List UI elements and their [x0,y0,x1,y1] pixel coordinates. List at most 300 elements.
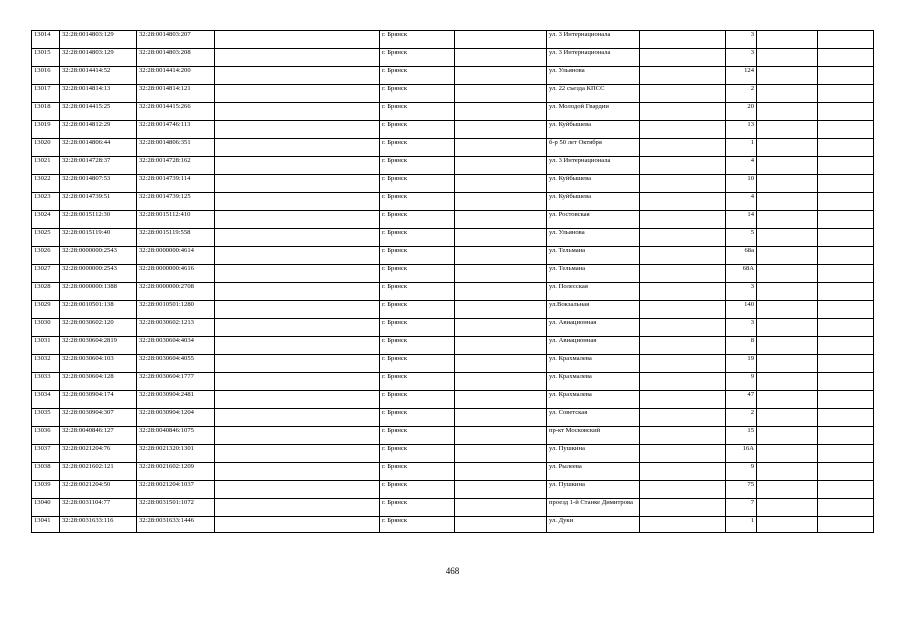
row-id-cell: 13040 [32,499,60,517]
cadastral-number-cell: 32:28:0014806:44 [60,139,137,157]
cadastral-number-cell: 32:28:0014812:29 [60,121,137,139]
street-cell: ул. Крахмалева [547,355,640,373]
empty-cell [818,445,874,463]
empty-cell [757,301,818,319]
cadastral-number-2-cell: 32:28:0030904:1204 [137,409,215,427]
row-id-cell: 13030 [32,319,60,337]
street-cell: ул. Тельмана [547,265,640,283]
cadastral-number-cell: 32:28:0040846:127 [60,427,137,445]
city-cell: г. Брянск [380,283,455,301]
empty-cell [215,121,380,139]
city-cell: г. Брянск [380,265,455,283]
empty-cell [757,499,818,517]
cadastral-number-2-cell: 32:28:0030604:1777 [137,373,215,391]
street-cell: ул. Ульянова [547,67,640,85]
cadastral-number-cell: 32:28:0014414:52 [60,67,137,85]
empty-cell [818,265,874,283]
cadastral-number-cell: 32:28:0030904:174 [60,391,137,409]
street-cell: ул. Полесская [547,283,640,301]
cadastral-number-cell: 32:28:0014728:37 [60,157,137,175]
empty-cell [818,139,874,157]
city-cell: г. Брянск [380,85,455,103]
cadastral-number-2-cell: 32:28:0014739:114 [137,175,215,193]
cadastral-number-2-cell: 32:28:0014739:125 [137,193,215,211]
empty-cell [455,175,547,193]
empty-cell [818,103,874,121]
cadastral-number-2-cell: 32:28:0000000:4616 [137,265,215,283]
street-cell: ул. Молодой Гвардии [547,103,640,121]
table-row [32,499,874,517]
empty-cell [215,139,380,157]
empty-cell [215,49,380,67]
empty-cell [757,49,818,67]
empty-cell [757,67,818,85]
cadastral-number-2-cell: 32:28:0021602:1209 [137,463,215,481]
street-cell: проезд 1-й Станке Димитрова [547,499,640,517]
cadastral-number-cell: 32:28:0014415:25 [60,103,137,121]
house-number-cell: 15 [726,427,757,445]
street-cell: ул. Куйбышева [547,193,640,211]
cadastral-number-2-cell: 32:28:0014803:207 [137,31,215,49]
empty-cell [215,211,380,229]
empty-cell [757,103,818,121]
table-row [32,247,874,265]
empty-cell [818,409,874,427]
empty-cell [455,157,547,175]
empty-cell [455,463,547,481]
empty-cell [455,139,547,157]
city-cell: г. Брянск [380,31,455,49]
empty-cell [757,409,818,427]
empty-cell [757,337,818,355]
page-number: 468 [445,566,460,576]
cadastral-number-cell: 32:28:0031633:116 [60,517,137,533]
empty-cell [455,355,547,373]
row-id-cell: 13023 [32,193,60,211]
empty-cell [455,301,547,319]
table-row [32,373,874,391]
row-id-cell: 13028 [32,283,60,301]
table-row [32,85,874,103]
empty-cell [757,157,818,175]
table-row [32,301,874,319]
cadastral-number-2-cell: 32:28:0030604:4055 [137,355,215,373]
city-cell: г. Брянск [380,517,455,533]
empty-cell [455,193,547,211]
empty-cell [455,337,547,355]
row-id-cell: 13020 [32,139,60,157]
house-number-cell: 9 [726,463,757,481]
empty-cell [818,481,874,499]
table-row [32,409,874,427]
empty-cell [757,283,818,301]
empty-cell [215,85,380,103]
empty-cell [455,283,547,301]
row-id-cell: 13035 [32,409,60,427]
house-number-cell: 2 [726,409,757,427]
city-cell: г. Брянск [380,373,455,391]
empty-cell [215,103,380,121]
empty-cell [757,373,818,391]
empty-cell [455,121,547,139]
cadastral-number-cell: 32:28:0030604:128 [60,373,137,391]
house-number-cell: 16А [726,445,757,463]
street-cell: ул.Вокзальная [547,301,640,319]
city-cell: г. Брянск [380,355,455,373]
row-id-cell: 13027 [32,265,60,283]
empty-cell [215,157,380,175]
empty-cell [640,229,726,247]
house-number-cell: 1 [726,517,757,533]
empty-cell [215,265,380,283]
house-number-cell: 3 [726,283,757,301]
house-number-cell: 68а [726,247,757,265]
empty-cell [640,67,726,85]
empty-cell [757,427,818,445]
empty-cell [818,499,874,517]
empty-cell [757,445,818,463]
cadastral-number-2-cell: 32:28:0015119:558 [137,229,215,247]
cadastral-number-2-cell: 32:28:0014806:351 [137,139,215,157]
cadastral-number-2-cell: 32:28:0021320:1301 [137,445,215,463]
house-number-cell: 7 [726,499,757,517]
empty-cell [818,301,874,319]
empty-cell [757,193,818,211]
city-cell: г. Брянск [380,121,455,139]
empty-cell [640,391,726,409]
row-id-cell: 13041 [32,517,60,533]
empty-cell [640,85,726,103]
city-cell: г. Брянск [380,463,455,481]
cadastral-number-cell: 32:28:0014739:51 [60,193,137,211]
street-cell: ул. Ульянова [547,229,640,247]
house-number-cell: 8 [726,337,757,355]
empty-cell [757,319,818,337]
table-row [32,481,874,499]
table-row [32,265,874,283]
house-number-cell: 124 [726,67,757,85]
house-number-cell: 9 [726,373,757,391]
empty-cell [640,427,726,445]
cadastral-number-2-cell: 32:28:0030602:1213 [137,319,215,337]
empty-cell [757,463,818,481]
city-cell: г. Брянск [380,481,455,499]
street-cell: ул. Рылеева [547,463,640,481]
empty-cell [215,337,380,355]
table-body [32,31,874,533]
empty-cell [215,373,380,391]
house-number-cell: 19 [726,355,757,373]
table-row [32,337,874,355]
empty-cell [215,229,380,247]
cadastral-number-2-cell: 32:28:0021204:1037 [137,481,215,499]
empty-cell [455,247,547,265]
table-row [32,355,874,373]
empty-cell [818,427,874,445]
empty-cell [455,49,547,67]
cadastral-number-cell: 32:28:0014814:13 [60,85,137,103]
city-cell: г. Брянск [380,427,455,445]
row-id-cell: 13036 [32,427,60,445]
row-id-cell: 13021 [32,157,60,175]
table-row [32,67,874,85]
cadastral-number-cell: 32:28:0030604:103 [60,355,137,373]
empty-cell [818,31,874,49]
street-cell: ул. Дуки [547,517,640,533]
empty-cell [215,247,380,265]
table-row [32,229,874,247]
empty-cell [818,247,874,265]
row-id-cell: 13026 [32,247,60,265]
empty-cell [757,139,818,157]
row-id-cell: 13038 [32,463,60,481]
empty-cell [640,103,726,121]
cadastral-number-cell: 32:28:0021602:121 [60,463,137,481]
street-cell: ул. Ростовская [547,211,640,229]
cadastral-number-2-cell: 32:28:0040846:1075 [137,427,215,445]
cadastral-number-2-cell: 32:28:0015112:410 [137,211,215,229]
empty-cell [818,373,874,391]
empty-cell [455,391,547,409]
empty-cell [455,445,547,463]
city-cell: г. Брянск [380,175,455,193]
street-cell: ул. Пушкина [547,445,640,463]
empty-cell [455,409,547,427]
cadastral-number-cell: 32:28:0000000:1388 [60,283,137,301]
cadastral-number-2-cell: 32:28:0000000:2708 [137,283,215,301]
empty-cell [818,121,874,139]
city-cell: г. Брянск [380,499,455,517]
street-cell: ул. Авиационная [547,319,640,337]
house-number-cell: 14 [726,211,757,229]
row-id-cell: 13037 [32,445,60,463]
city-cell: г. Брянск [380,139,455,157]
row-id-cell: 13022 [32,175,60,193]
empty-cell [455,229,547,247]
empty-cell [757,31,818,49]
empty-cell [215,517,380,533]
table-row [32,139,874,157]
house-number-cell: 140 [726,301,757,319]
empty-cell [455,67,547,85]
empty-cell [640,463,726,481]
empty-cell [640,211,726,229]
table-row [32,121,874,139]
row-id-cell: 13017 [32,85,60,103]
city-cell: г. Брянск [380,247,455,265]
empty-cell [215,67,380,85]
empty-cell [757,247,818,265]
house-number-cell: 4 [726,193,757,211]
empty-cell [640,139,726,157]
empty-cell [640,193,726,211]
empty-cell [818,319,874,337]
empty-cell [640,355,726,373]
house-number-cell: 68А [726,265,757,283]
table-row [32,103,874,121]
empty-cell [215,409,380,427]
cadastral-number-cell: 32:28:0030904:307 [60,409,137,427]
cadastral-number-2-cell: 32:28:0031501:1072 [137,499,215,517]
empty-cell [215,391,380,409]
register-table [31,30,874,533]
cadastral-number-2-cell: 32:28:0000000:4614 [137,247,215,265]
empty-cell [215,31,380,49]
street-cell: ул. 3 Интернационала [547,157,640,175]
empty-cell [640,175,726,193]
empty-cell [455,85,547,103]
city-cell: г. Брянск [380,193,455,211]
cadastral-number-cell: 32:28:0014803:129 [60,31,137,49]
cadastral-number-2-cell: 32:28:0014746:113 [137,121,215,139]
empty-cell [640,499,726,517]
city-cell: г. Брянск [380,211,455,229]
cadastral-number-cell: 32:28:0000000:2543 [60,247,137,265]
empty-cell [640,49,726,67]
street-cell: ул. 3 Интернационала [547,49,640,67]
empty-cell [640,517,726,533]
row-id-cell: 13024 [32,211,60,229]
house-number-cell: 3 [726,31,757,49]
empty-cell [640,283,726,301]
empty-cell [455,31,547,49]
street-cell: пр-кт Московский [547,427,640,445]
city-cell: г. Брянск [380,103,455,121]
street-cell: ул. Куйбышева [547,175,640,193]
empty-cell [455,319,547,337]
empty-cell [818,157,874,175]
street-cell: ул. Крахмалева [547,391,640,409]
empty-cell [640,481,726,499]
house-number-cell: 10 [726,175,757,193]
street-cell: ул. Куйбышева [547,121,640,139]
table-row [32,157,874,175]
empty-cell [818,463,874,481]
street-cell: б-р 50 лет Октября [547,139,640,157]
house-number-cell: 3 [726,49,757,67]
empty-cell [640,301,726,319]
empty-cell [818,67,874,85]
cadastral-number-cell: 32:28:0015112:30 [60,211,137,229]
empty-cell [215,355,380,373]
city-cell: г. Брянск [380,445,455,463]
empty-cell [818,283,874,301]
cadastral-number-cell: 32:28:0000000:2543 [60,265,137,283]
cadastral-number-cell: 32:28:0021204:76 [60,445,137,463]
empty-cell [757,175,818,193]
row-id-cell: 13018 [32,103,60,121]
row-id-cell: 13032 [32,355,60,373]
house-number-cell: 13 [726,121,757,139]
cadastral-number-cell: 32:28:0015119:40 [60,229,137,247]
street-cell: ул. Крахмалева [547,373,640,391]
empty-cell [455,499,547,517]
empty-cell [215,193,380,211]
street-cell: ул. Советская [547,409,640,427]
empty-cell [640,31,726,49]
empty-cell [818,85,874,103]
city-cell: г. Брянск [380,391,455,409]
house-number-cell: 1 [726,139,757,157]
city-cell: г. Брянск [380,319,455,337]
table-row [32,463,874,481]
empty-cell [215,319,380,337]
empty-cell [455,211,547,229]
city-cell: г. Брянск [380,67,455,85]
cadastral-number-2-cell: 32:28:0014803:208 [137,49,215,67]
empty-cell [215,301,380,319]
empty-cell [455,265,547,283]
empty-cell [640,373,726,391]
empty-cell [818,229,874,247]
row-id-cell: 13033 [32,373,60,391]
cadastral-number-cell: 32:28:0010501:138 [60,301,137,319]
empty-cell [215,427,380,445]
empty-cell [818,517,874,533]
house-number-cell: 20 [726,103,757,121]
house-number-cell: 75 [726,481,757,499]
row-id-cell: 13039 [32,481,60,499]
table-row [32,517,874,533]
empty-cell [757,355,818,373]
empty-cell [640,247,726,265]
empty-cell [455,481,547,499]
empty-cell [215,283,380,301]
empty-cell [757,211,818,229]
empty-cell [215,481,380,499]
empty-cell [640,337,726,355]
empty-cell [640,445,726,463]
cadastral-number-2-cell: 32:28:0031633:1446 [137,517,215,533]
empty-cell [757,481,818,499]
cadastral-number-cell: 32:28:0030604:2819 [60,337,137,355]
cadastral-number-cell: 32:28:0030602:120 [60,319,137,337]
street-cell: ул. Пушкина [547,481,640,499]
empty-cell [640,319,726,337]
cadastral-number-2-cell: 32:28:0014415:266 [137,103,215,121]
cadastral-number-cell: 32:28:0021204:50 [60,481,137,499]
row-id-cell: 13014 [32,31,60,49]
empty-cell [455,373,547,391]
empty-cell [757,229,818,247]
street-cell: ул. Тельмана [547,247,640,265]
empty-cell [757,121,818,139]
row-id-cell: 13029 [32,301,60,319]
empty-cell [455,517,547,533]
street-cell: ул. Авиационная [547,337,640,355]
cadastral-number-cell: 32:28:0014803:129 [60,49,137,67]
empty-cell [640,121,726,139]
empty-cell [455,103,547,121]
empty-cell [818,337,874,355]
row-id-cell: 13025 [32,229,60,247]
empty-cell [818,175,874,193]
street-cell: ул. 3 Интернационала [547,31,640,49]
empty-cell [215,499,380,517]
empty-cell [215,445,380,463]
table-row [32,391,874,409]
empty-cell [818,211,874,229]
row-id-cell: 13016 [32,67,60,85]
table-row [32,319,874,337]
table-row [32,31,874,49]
table-row [32,427,874,445]
city-cell: г. Брянск [380,49,455,67]
table-row [32,193,874,211]
empty-cell [757,265,818,283]
cadastral-number-2-cell: 32:28:0014814:121 [137,85,215,103]
cadastral-number-2-cell: 32:28:0030904:2481 [137,391,215,409]
